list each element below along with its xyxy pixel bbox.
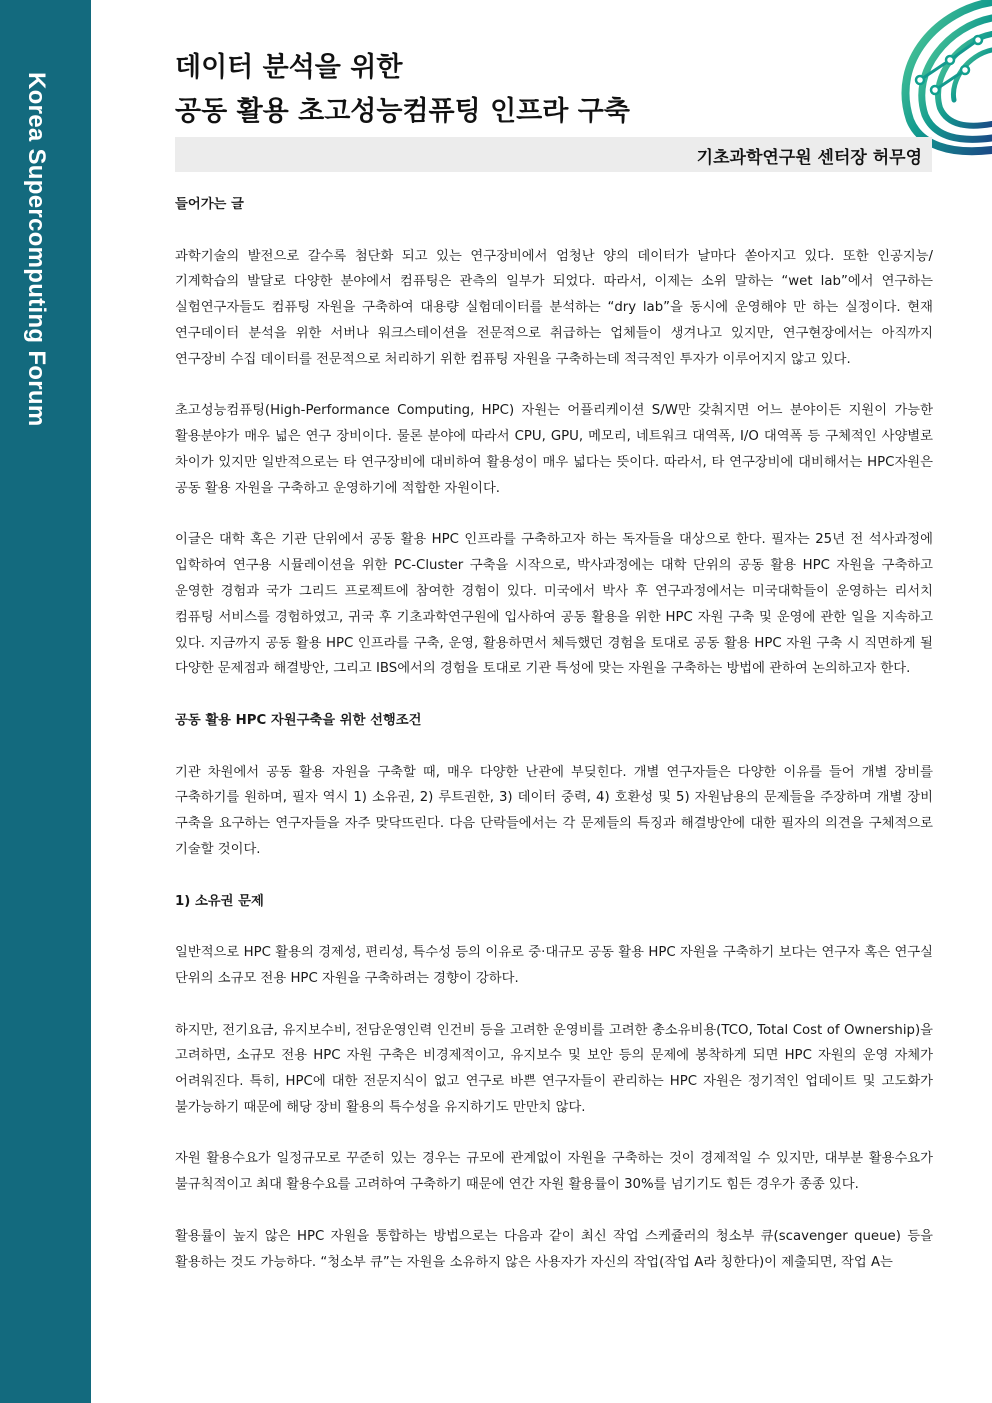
- article-body: [175, 192, 933, 1301]
- author-name: 기초과학연구원 센터장 허무영: [696, 148, 922, 168]
- paragraph-5: 일반적으로 HPC 활용의 경제성, 편리성, 특수성 등의 이유로 중·대규모 공동 활용 HPC 자원을 구축하기 보다는 연구자 혹은 연구실 단위의 소규모 전용 HPC 자원을 구축하려는 경향이 강하다.: [175, 945, 933, 986]
- paragraph-1: 과학기술의 발전으로 갈수록 첨단화 되고 있는 연구장비에서 엄청난 양의 데이터가 날마다 쏟아지고 있다. 또한 인공지능/기계학습의 발달로 다양한 분야에서 컴퓨팅은 관측의 일부가 되었다. 따라서, 이제는 소위 말하는 “wet lab”에서 연구하는 실험연구자들도 컴퓨팅 자원을 구축하여 대용량 실험데이터를 분석하는 “dry lab”을 동시에 운영해야 만 하는 실정이다. 현재 연구데이터 분석을 위한 서버나 워크스테이션을 전문적으로 취급하는 업체들이 생겨나고 있지만, 연구현장에서는 아직까지 연구장비 수집 데이터를 전문적으로 처리하기 위한 컴퓨팅 자원을 구축하는데 적극적인 투자가 이루어지지 않고 있다.: [175, 248, 933, 367]
- paragraph-6: 하지만, 전기요금, 유지보수비, 전담운영인력 인건비 등을 고려한 운영비를 고려한 총소유비용(TCO, Total Cost of Ownership)을 고려하면, 소규모 전용 HPC 자원 구축은 비경제적이고, 유지보수 및 보안 등의 문제에 봉착하게 되면 HPC 자원의 운영 자체가 어려워진다. 특히, HPC에 대한 전문지식이 없고 연구로 바쁜 연구자들이 관리하는 HPC 자원은 정기적인 업데이트 및 고도화가 불가능하기 때문에 해당 장비 활용의 특수성을 유지하기도 만만치 않다.: [175, 1022, 933, 1115]
- page-title: [175, 46, 630, 134]
- paragraph-7: 자원 활용수요가 일정규모로 꾸준히 있는 경우는 규모에 관계없이 자원을 구축하는 것이 경제적일 수 있지만, 대부분 활용수요가 불규칙적이고 최대 활용수요를 고려하여 구축하기 때문에 연간 자원 활용률이 30%를 넘기기도 힘든 경우가 종종 있다.: [175, 1151, 933, 1193]
- paragraph-3: 이글은 대학 혹은 기관 단위에서 공동 활용 HPC 인프라를 구축하고자 하는 독자들을 대상으로 한다. 필자는 25년 전 석사과정에 입학하여 연구용 시뮬레이션을 위한 PC-Cluster 구축을 시작으로, 박사과정에는 대학 단위의 공동 활용 HPC 자원을 구축하고 운영한 경험과 국가 그리드 프로젝트에 참여한 경험이 있다. 미국에서 박사 후 연구과정에서는 미국대학들이 운영하는 리서치 컴퓨팅 서비스를 경험하였고, 귀국 후 기초과학연구원에 입사하여 공동 활용을 위한 HPC 자원 구축 및 운영에 관한 일을 지속하고 있다. 지금까지 공동 활용 HPC 인프라를 구축, 운영, 활용하면서 체득했던 경험을 토대로 공동 활용 HPC 자원 구축 시 직면하게 될 다양한 문제점과 해결방안, 그리고 IBS에서의 경험을 토대로 기관 특성에 맞는 자원을 구축하는 방법에 관하여 논의하고자 한다.: [175, 532, 933, 677]
- forum-logo-icon: [850, 0, 992, 160]
- title-line-1: 데이터 분석을 위한: [175, 52, 403, 83]
- title-line-2: 공동 활용 초고성능컴퓨팅 인프라 구축: [175, 96, 630, 127]
- section-heading-ownership: 1) 소유권 문제: [175, 893, 264, 909]
- author-bar: [175, 137, 932, 172]
- paragraph-2: 초고성능컴퓨팅(High-Performance Computing, HPC) 자원는 어플리케이션 S/W만 갖춰지면 어느 분야이든 지원이 가능한 활용분야가 매우 넓은 연구 장비이다. 물론 분야에 따라서 CPU, GPU, 메모리, 네트워크 대역폭, I/O 대역폭 등 구체적인 사양별로 차이가 있지만 일반적으로는 타 연구장비에 대비하여 활용성이 매우 넓다는 뜻이다. 따라서, 타 연구장비에 대비해서는 HPC자원은 공동 활용 자원을 구축하고 운영하기에 적합한 자원이다.: [175, 403, 933, 496]
- section-heading-prerequisites: 공동 활용 HPC 자원구축을 위한 선행조건: [175, 712, 422, 728]
- paragraph-4: 기관 차원에서 공동 활용 자원을 구축할 때, 매우 다양한 난관에 부딪힌다. 개별 연구자들은 다양한 이유를 들어 개별 장비를 구축하기를 원하며, 필자 역시 1) 소유권, 2) 루트권한, 3) 데이터 중력, 4) 호환성 및 5) 자원남용의 문제들을 주장하며 개별 장비 구축을 요구하는 연구자들을 자주 맞닥뜨린다. 다음 단락들에서는 각 문제들의 특징과 해결방안에 대한 필자의 의견을 구체적으로 기술할 것이다.: [175, 764, 933, 857]
- sidebar-band: [0, 0, 91, 1403]
- sidebar-label: Korea Supercomputing Forum: [23, 72, 50, 427]
- paragraph-8: 활용률이 높지 않은 HPC 자원을 통합하는 방법으로는 다음과 같이 최신 작업 스케쥴러의 청소부 큐(scavenger queue) 등을 활용하는 것도 가능하다. “청소부 큐”는 자원을 소유하지 않은 사용자가 자신의 작업(작업 A라 칭한다)이 제출되면, 작업 A는: [175, 1228, 933, 1270]
- section-heading-intro: 들어가는 글: [175, 197, 244, 212]
